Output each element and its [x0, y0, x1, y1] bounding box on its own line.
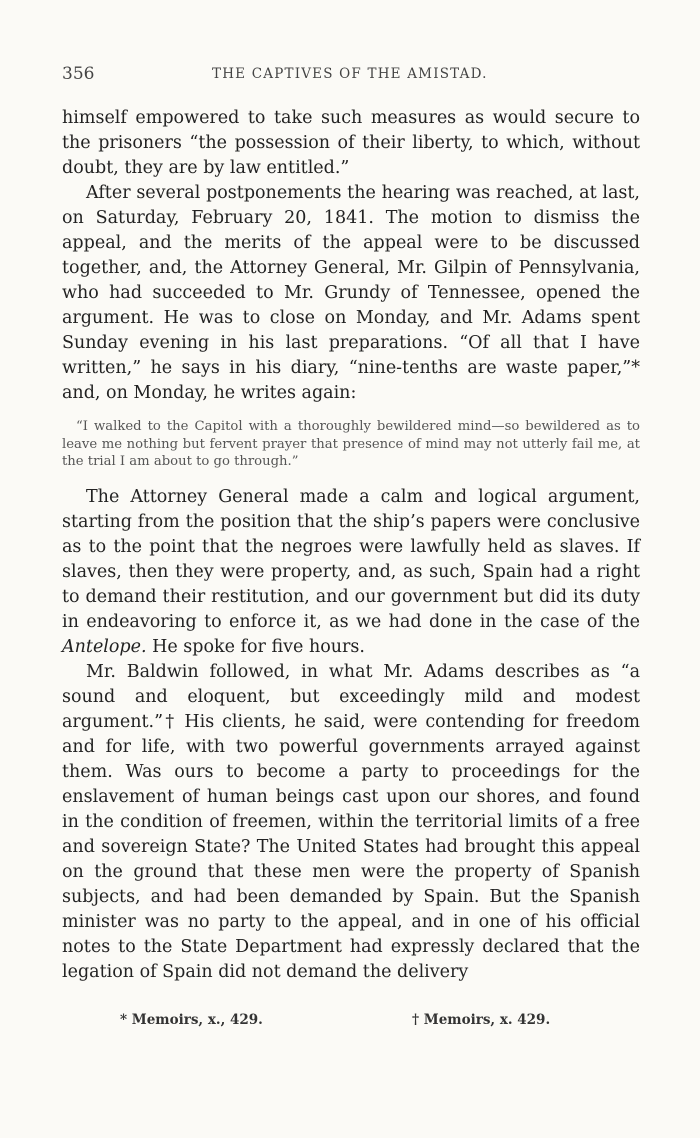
- running-head: THE CAPTIVES OF THE AMISTAD.: [212, 66, 488, 82]
- paragraph-1: himself empowered to take such measures as would secure to the prisoners “the possession of their liberty, to which, without doubt, they are by law entitled.”: [62, 108, 640, 178]
- paragraph-3-text: The Attorney General made a calm and logical argument, starting from the position that the ship’s papers were conclusive as to the point that the negroes were lawfully held as slaves. If slaves, then they were property, and, as such, Spain had a right to demand their restitution, and our government but did its duty in endeavoring to enforce it, as we had done in the case of the: [62, 486, 640, 632]
- paragraph-2: After several postponements the hearing was reached, at last, on Saturday, February 20, 1841. The motion to dismiss the appeal, and the merits of the appeal were to be discussed together, and, the Attorney General, Mr. Gilpin of Pennsylvania, who had succeeded to Mr. Grundy of Tennessee, opened the argument. He was to close on Monday, and Mr. Adams spent Sunday evening in his last preparations. “Of all that I have written,” he says in his diary, “nine-tenths are waste paper,”* and, on Monday, he writes again:: [62, 183, 640, 403]
- ship-name-italic: Antelope.: [62, 636, 147, 657]
- paragraph-3-end: He spoke for five hours.: [146, 636, 365, 657]
- page-number: 356: [62, 64, 95, 84]
- page-header: [62, 64, 640, 88]
- footnote-2: † Memoirs, x. 429.: [412, 1012, 551, 1028]
- footnote-1: * Memoirs, x., 429.: [120, 1012, 263, 1028]
- block-quote: “I walked to the Capitol with a thoroughly bewildered mind—so bewildered as to leave me nothing but fervent prayer that presence of mind may not utterly fail me, at the trial I am about to go through.”: [62, 419, 640, 469]
- footnotes: [62, 1012, 640, 1034]
- paragraph-3: [62, 485, 640, 660]
- paragraph-4: Mr. Baldwin followed, in what Mr. Adams describes as “a sound and eloquent, but exceedingly mild and modest argument.”† His clients, he said, were contending for freedom and for life, with two powerful governments arrayed against them. Was ours to become a party to proceedings for the enslavement of human beings cast upon our shores, and found in the condition of freemen, within the territorial limits of a free and sovereign State? The United States had brought this appeal on the ground that these men were the property of Spanish subjects, and had been demanded by Spain. But the Spanish minister was no party to the appeal, and in one of his official notes to the State Department had expressly declared that the legation of Spain did not demand the delivery: [62, 661, 640, 982]
- body-text: [62, 106, 640, 985]
